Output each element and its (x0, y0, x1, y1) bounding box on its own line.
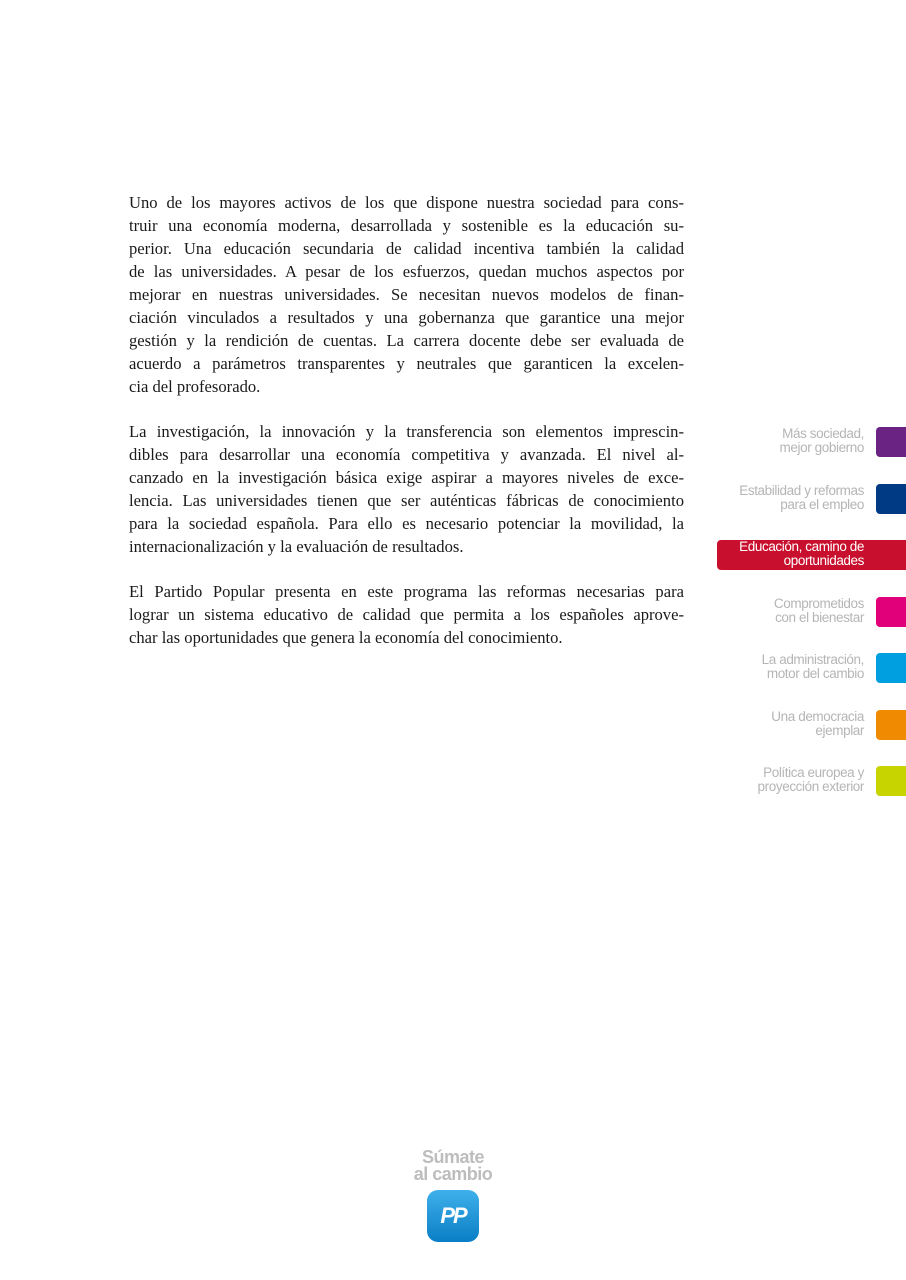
nav-label-line: para el empleo (780, 496, 864, 512)
slogan-line-2: al cambio (413, 1164, 493, 1184)
nav-label (774, 597, 864, 625)
nav-item-6[interactable] (706, 710, 906, 740)
nav-label (739, 540, 864, 568)
nav-label-line: mejor gobierno (779, 440, 864, 455)
nav-label (771, 710, 864, 738)
text-line: truir una economía moderna, desarrollada y sostenible es la educación su- (129, 216, 684, 235)
nav-label (780, 427, 864, 455)
nav-label-line: ejemplar (815, 722, 864, 738)
text-line: mejorar en nuestras universidades. Se necesitan nuevos modelos de finan- (129, 285, 684, 304)
nav-label-line: motor del cambio (766, 666, 864, 681)
nav-label-line: oportunidades (783, 553, 864, 568)
nav-label (739, 484, 864, 512)
nav-label-line: proyección exterior (757, 779, 864, 794)
paragraph-2 (129, 420, 684, 558)
text-line: perior. Una educación secundaria de calidad incentiva también la calidad (129, 239, 684, 258)
paragraph-1 (129, 191, 684, 398)
nav-item-1[interactable] (706, 427, 906, 457)
slogan (390, 1149, 516, 1183)
paragraph-3 (129, 580, 684, 649)
nav-label-line: Política europea y (763, 765, 864, 780)
nav-color-tab[interactable] (876, 710, 906, 740)
nav-label-line: Comprometidos (773, 595, 864, 611)
nav-label-line: con el bienestar (775, 609, 864, 625)
text-line: ciación vinculados a resultados y una gobernanza que garantice una mejor (129, 308, 684, 327)
nav-label-line: Una democracia (771, 708, 864, 724)
text-line: cia del profesorado. (129, 377, 261, 396)
nav-label (762, 653, 864, 681)
slogan-line-1: Súmate (421, 1147, 485, 1167)
nav-item-2[interactable] (706, 484, 906, 514)
text-line: El Partido Popular presenta en este programa las reformas necesarias para (129, 582, 684, 601)
text-line: acuerdo a parámetros transparentes y neutrales que garanticen la excelen- (129, 354, 684, 373)
text-line: La investigación, la innovación y la transferencia son elementos imprescin- (129, 422, 684, 441)
text-line: lencia. Las universidades tienen que ser auténticas fábricas de conocimiento (129, 491, 684, 510)
text-line: char las oportunidades que genera la economía del conocimiento. (129, 628, 563, 647)
nav-label-line: La administración, (761, 652, 864, 667)
text-line: lograr un sistema educativo de calidad que permita a los españoles aprove- (129, 605, 684, 624)
text-line: para la sociedad española. Para ello es necesario potenciar la movilidad, la (129, 514, 684, 533)
text-line: de las universidades. A pesar de los esfuerzos, quedan muchos aspectos por (129, 262, 684, 281)
pp-logo (427, 1190, 479, 1242)
nav-color-tab[interactable] (876, 427, 906, 457)
nav-label-line: Educación, camino de (739, 539, 864, 554)
text-line: internacionalización y la evaluación de resultados. (129, 537, 464, 556)
pp-logo-text: PP (440, 1203, 466, 1228)
nav-color-tab[interactable] (876, 484, 906, 514)
text-line: canzado en la investigación básica exige aspirar a mayores niveles de exce- (129, 468, 684, 487)
text-line: Uno de los mayores activos de los que dispone nuestra sociedad para cons- (129, 193, 684, 212)
text-line: dibles para desarrollar una economía competitiva y avanzada. El nivel al- (129, 445, 684, 464)
nav-item-5[interactable] (706, 653, 906, 683)
nav-color-tab[interactable] (876, 597, 906, 627)
nav-label (758, 766, 864, 794)
nav-item-3[interactable] (717, 540, 906, 570)
nav-label-line: Más sociedad, (782, 426, 864, 441)
text-line: gestión y la rendición de cuentas. La carrera docente debe ser evaluada de (129, 331, 684, 350)
nav-label-line: Estabilidad y reformas (739, 482, 864, 498)
nav-color-tab[interactable] (876, 766, 906, 796)
nav-item-4[interactable] (706, 597, 906, 627)
nav-item-7[interactable] (706, 766, 906, 796)
nav-color-tab[interactable] (876, 653, 906, 683)
